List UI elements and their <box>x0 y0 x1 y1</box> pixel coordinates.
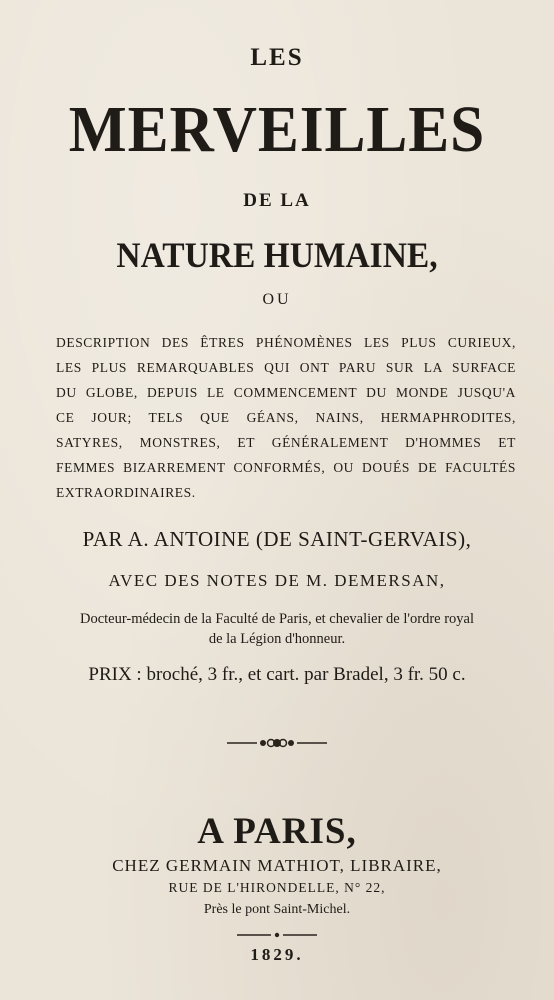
description-line: DESCRIPTION DES ÊTRES PHÉNOMÈNES LES PLUS CURIEUX, <box>56 335 516 350</box>
credentials-line: de la Légion d'honneur. <box>208 631 346 647</box>
description-line: LES PLUS REMARQUABLES QUI ONT PARU SUR LA SURFACE <box>56 360 516 375</box>
title-merveilles: MERVEILLES <box>68 93 486 166</box>
credentials-line: Docteur-médecin de la Faculté de Paris, et chevalier de l'ordre royal <box>79 611 475 627</box>
description-line: SATYRES, MONSTRES, ET GÉNÉRALEMENT D'HOMMES ET <box>56 435 516 450</box>
imprint-publisher: CHEZ GERMAIN MATHIOT, LIBRAIRE, <box>112 856 442 875</box>
imprint-near: Près le pont Saint-Michel. <box>203 902 351 917</box>
description-line: FEMMES BIZARREMENT CONFORMÉS, OU DOUÉS DE FACULTÉS <box>56 460 516 475</box>
imprint-year: 1829. <box>250 945 304 964</box>
description-block <box>56 330 516 505</box>
title-les: LES <box>250 44 304 71</box>
description-line: EXTRAORDINAIRES. <box>56 485 196 500</box>
imprint-city: A PARIS, <box>197 811 357 852</box>
notes-line: AVEC DES NOTES DE M. DEMERSAN, <box>108 571 446 590</box>
small-divider <box>237 932 317 938</box>
imprint-address: RUE DE L'HIRONDELLE, N° 22, <box>168 880 386 895</box>
author-line: PAR A. ANTOINE (DE SAINT-GERVAIS), <box>82 527 472 551</box>
title-de-la: DE LA <box>243 190 311 211</box>
description-line: CE JOUR; TELS QUE GÉANS, NAINS, HERMAPHRODITES, <box>56 410 516 425</box>
description-line: DU GLOBE, DEPUIS LE COMMENCEMENT DU MONDE JUSQU'A <box>56 385 516 400</box>
price-line: PRIX : broché, 3 fr., et cart. par Bradel, 3 fr. 50 c. <box>88 664 466 685</box>
title-nature-humaine: NATURE HUMAINE, <box>116 235 438 275</box>
notes-credentials <box>0 609 554 649</box>
title-ou: OU <box>262 291 292 308</box>
ornament-divider <box>227 736 327 750</box>
